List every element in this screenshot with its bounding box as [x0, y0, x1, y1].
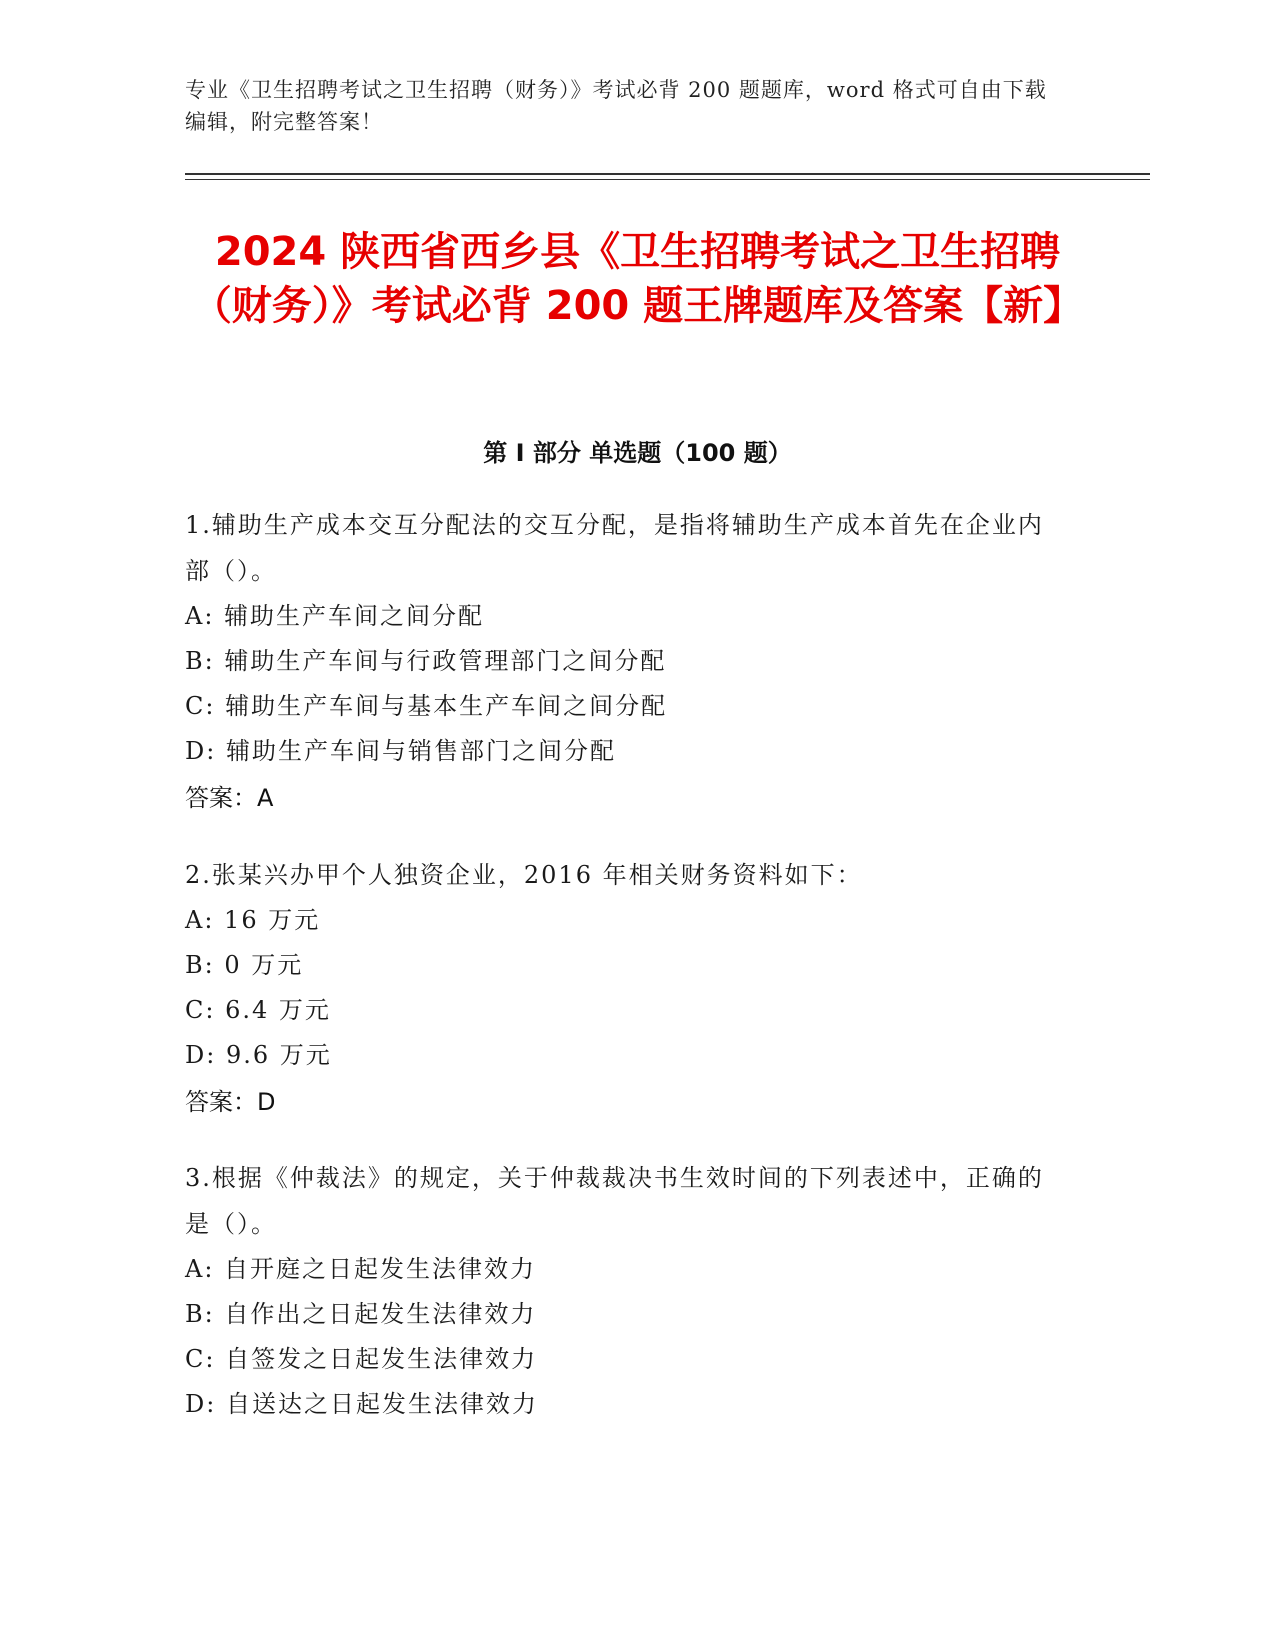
question-stem: 2.张某兴办甲个人独资企业，2016 年相关财务资料如下：	[185, 861, 863, 889]
section-heading: 第 I 部分 单选题（100 题）	[483, 439, 792, 467]
answer: 答案：D	[185, 1088, 276, 1116]
header-divider-thick	[185, 173, 1150, 175]
question-1	[185, 502, 1065, 822]
option-b: B: 0 万元	[185, 951, 304, 979]
option-d: D: 自送达之日起发生法律效力	[185, 1390, 538, 1418]
header-note: 专业《卫生招聘考试之卫生招聘（财务）》考试必背 200 题题库，word 格式可自由下载编辑，附完整答案！	[185, 78, 1047, 134]
option-a: A: 16 万元	[185, 906, 321, 934]
question-3	[185, 1155, 1065, 1427]
question-2	[185, 852, 1065, 1126]
option-a: A: 自开庭之日起发生法律效力	[185, 1255, 537, 1283]
document-title: 2024 陕西省西乡县《卫生招聘考试之卫生招聘（财务）》考试必背 200 题王牌题库及答案【新】	[191, 229, 1084, 329]
option-d: D: 9.6 万元	[185, 1041, 332, 1069]
header-divider-thin	[185, 179, 1150, 180]
option-b: B: 辅助生产车间与行政管理部门之间分配	[185, 647, 667, 675]
question-stem: 1.辅助生产成本交互分配法的交互分配，是指将辅助生产成本首先在企业内部（）。	[185, 511, 1044, 585]
option-c: C: 辅助生产车间与基本生产车间之间分配	[185, 692, 668, 720]
option-c: C: 自签发之日起发生法律效力	[185, 1345, 538, 1373]
option-c: C: 6.4 万元	[185, 996, 331, 1024]
option-d: D: 辅助生产车间与销售部门之间分配	[185, 737, 616, 765]
question-stem: 3.根据《仲裁法》的规定，关于仲裁裁决书生效时间的下列表述中，正确的是（）。	[185, 1164, 1044, 1238]
option-a: A: 辅助生产车间之间分配	[185, 602, 485, 630]
answer: 答案：A	[185, 784, 274, 812]
option-b: B: 自作出之日起发生法律效力	[185, 1300, 537, 1328]
